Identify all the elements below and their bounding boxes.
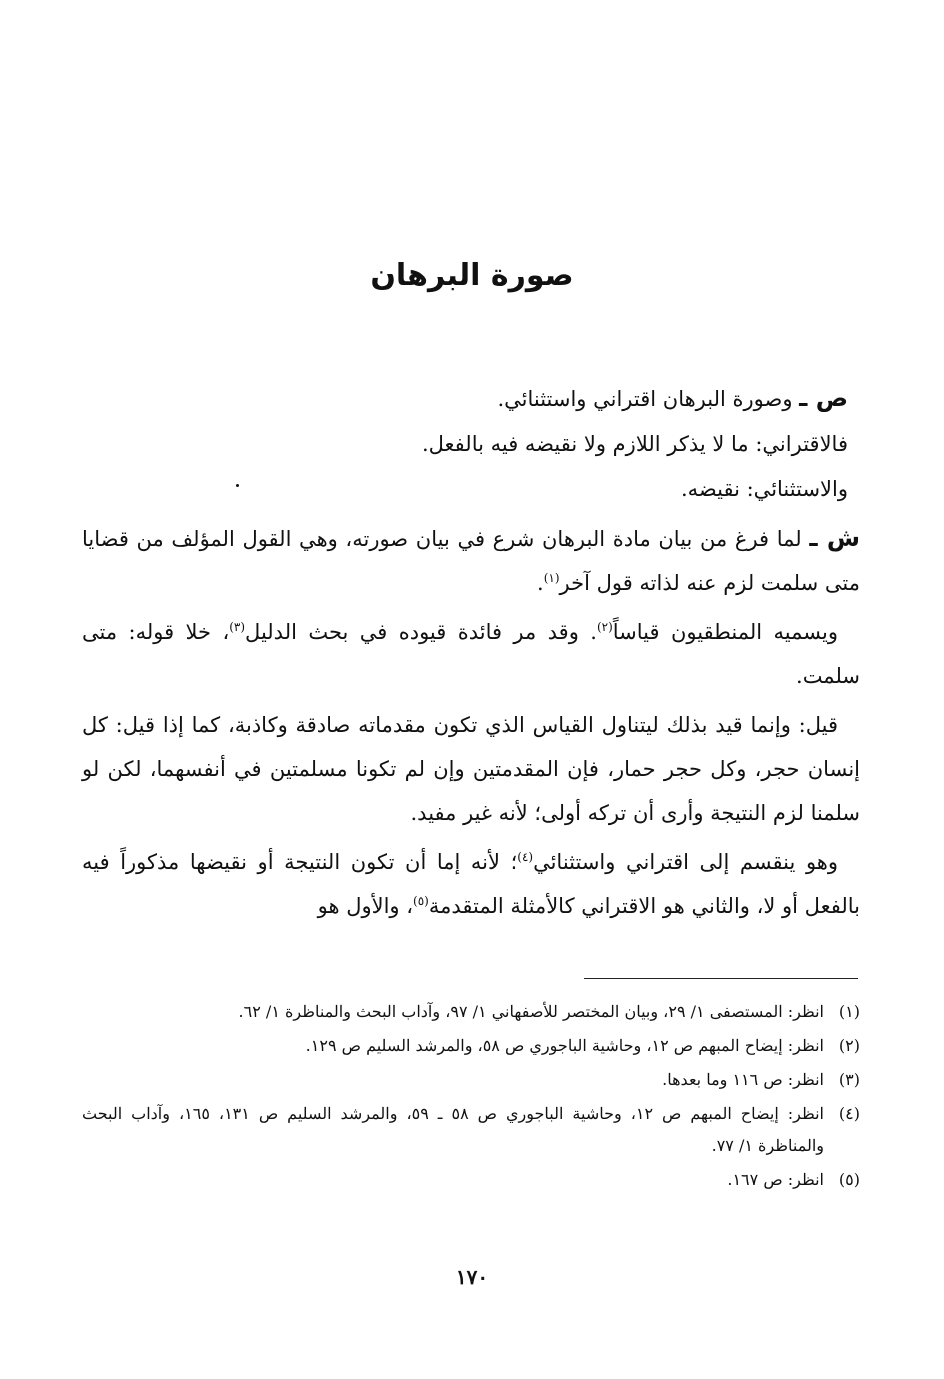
footnote-ref-3[interactable]: (٣) (229, 620, 246, 634)
footnote-item (82, 1098, 860, 1162)
sharh-marker: ش ـ (809, 524, 860, 552)
sharh-p4-b: ؛ لأنه إما أن تكون النتيجة أو نقيضها مذكوراً فيه بالفعل أو لا، والثاني هو الاقتراني كالأمثلة المتقدمة (82, 850, 860, 918)
footnote-text: انظر: إيضاح المبهم ص ١٢، وحاشية الباجوري ص ٥٨، والمرشد السليم ص ١٢٩. (305, 1036, 824, 1055)
footnote-ref-2[interactable]: (٢) (596, 620, 613, 634)
matn-line-1 (82, 376, 860, 422)
matn-marker: ص ـ (799, 384, 848, 412)
sharh-paragraph-3: قيل: وإنما قيد بذلك ليتناول القياس الذي تكون مقدماته صادقة وكاذبة، كما إذا قيل: كل إنسان حجر، وكل حجر حمار، فإن المقدمتين وإن لم تكونا مسلمتين في أنفسهما، لكن لو سلمنا لزم النتيجة وأرى أن تركه أولى؛ لأنه غير مفيد. (82, 713, 860, 825)
sharh-p1-text: لما فرغ من بيان مادة البرهان شرع في بيان صورته، وهي القول المؤلف من قضايا متى سلمت لزم عنه لذاته قول آخر (82, 527, 860, 595)
sharh-p1-end: . (537, 571, 544, 595)
page-number: ١٧٠ (455, 1265, 489, 1289)
footnote-text: انظر: إيضاح المبهم ص ١٢، وحاشية الباجوري ص ٥٨ ـ ٥٩، والمرشد السليم ص ١٣١، ١٦٥، وآداب البحث والمناظرة ١/ ٧٧. (82, 1104, 825, 1155)
sharh-p4-a: وهو ينقسم إلى اقتراني واستثنائي (533, 850, 839, 874)
matn-line-1-text: وصورة البرهان اقتراني واستثنائي. (497, 387, 793, 411)
footnote-item (82, 1030, 860, 1062)
sharh-p2-a: ويسميه المنطقيون قياساً (612, 620, 838, 644)
sharh-paragraph-1 (82, 516, 860, 605)
footnote-item (82, 996, 860, 1028)
footnote-item (82, 1164, 860, 1196)
footnote-number: (٤) (838, 1104, 860, 1123)
sharh-paragraph-4 (82, 840, 860, 928)
matn-line-3: والاستثنائي: نقيضه. (680, 477, 848, 501)
matn-block (82, 376, 860, 512)
footnote-item (82, 1064, 860, 1096)
footnote-number: (٥) (838, 1170, 860, 1189)
footnote-ref-4[interactable]: (٤) (517, 850, 534, 864)
footnote-text: انظر: ص ١١٦ وما بعدها. (662, 1070, 824, 1089)
footnote-number: (١) (838, 1002, 860, 1021)
sharh-p2-b: . وقد مر فائدة قيوده في بحث الدليل (245, 620, 597, 644)
footnote-text: انظر: ص ١٦٧. (727, 1170, 824, 1189)
sharh-paragraph-2 (82, 610, 860, 698)
stray-dot (236, 484, 239, 487)
sharh-p2-c: ، خلا قوله: متى سلمت. (82, 620, 860, 688)
footnote-text: انظر: المستصفى ١/ ٢٩، وبيان المختصر للأصفهاني ١/ ٩٧، وآداب البحث والمناظرة ١/ ٦٢. (238, 1002, 824, 1021)
footnotes-section (82, 996, 860, 1198)
footnote-divider (584, 978, 858, 979)
page-title: صورة البرهان (370, 258, 574, 293)
sharh-block (82, 516, 860, 933)
footnote-ref-5[interactable]: (٥) (413, 894, 429, 908)
footnote-number: (٣) (838, 1070, 860, 1089)
footnote-ref-1[interactable]: (١) (543, 571, 560, 585)
matn-line-2: فالاقتراني: ما لا يذكر اللازم ولا نقيضه فيه بالفعل. (421, 432, 848, 456)
footnote-number: (٢) (838, 1036, 860, 1055)
sharh-p4-c: ، والأول هو (317, 894, 414, 918)
